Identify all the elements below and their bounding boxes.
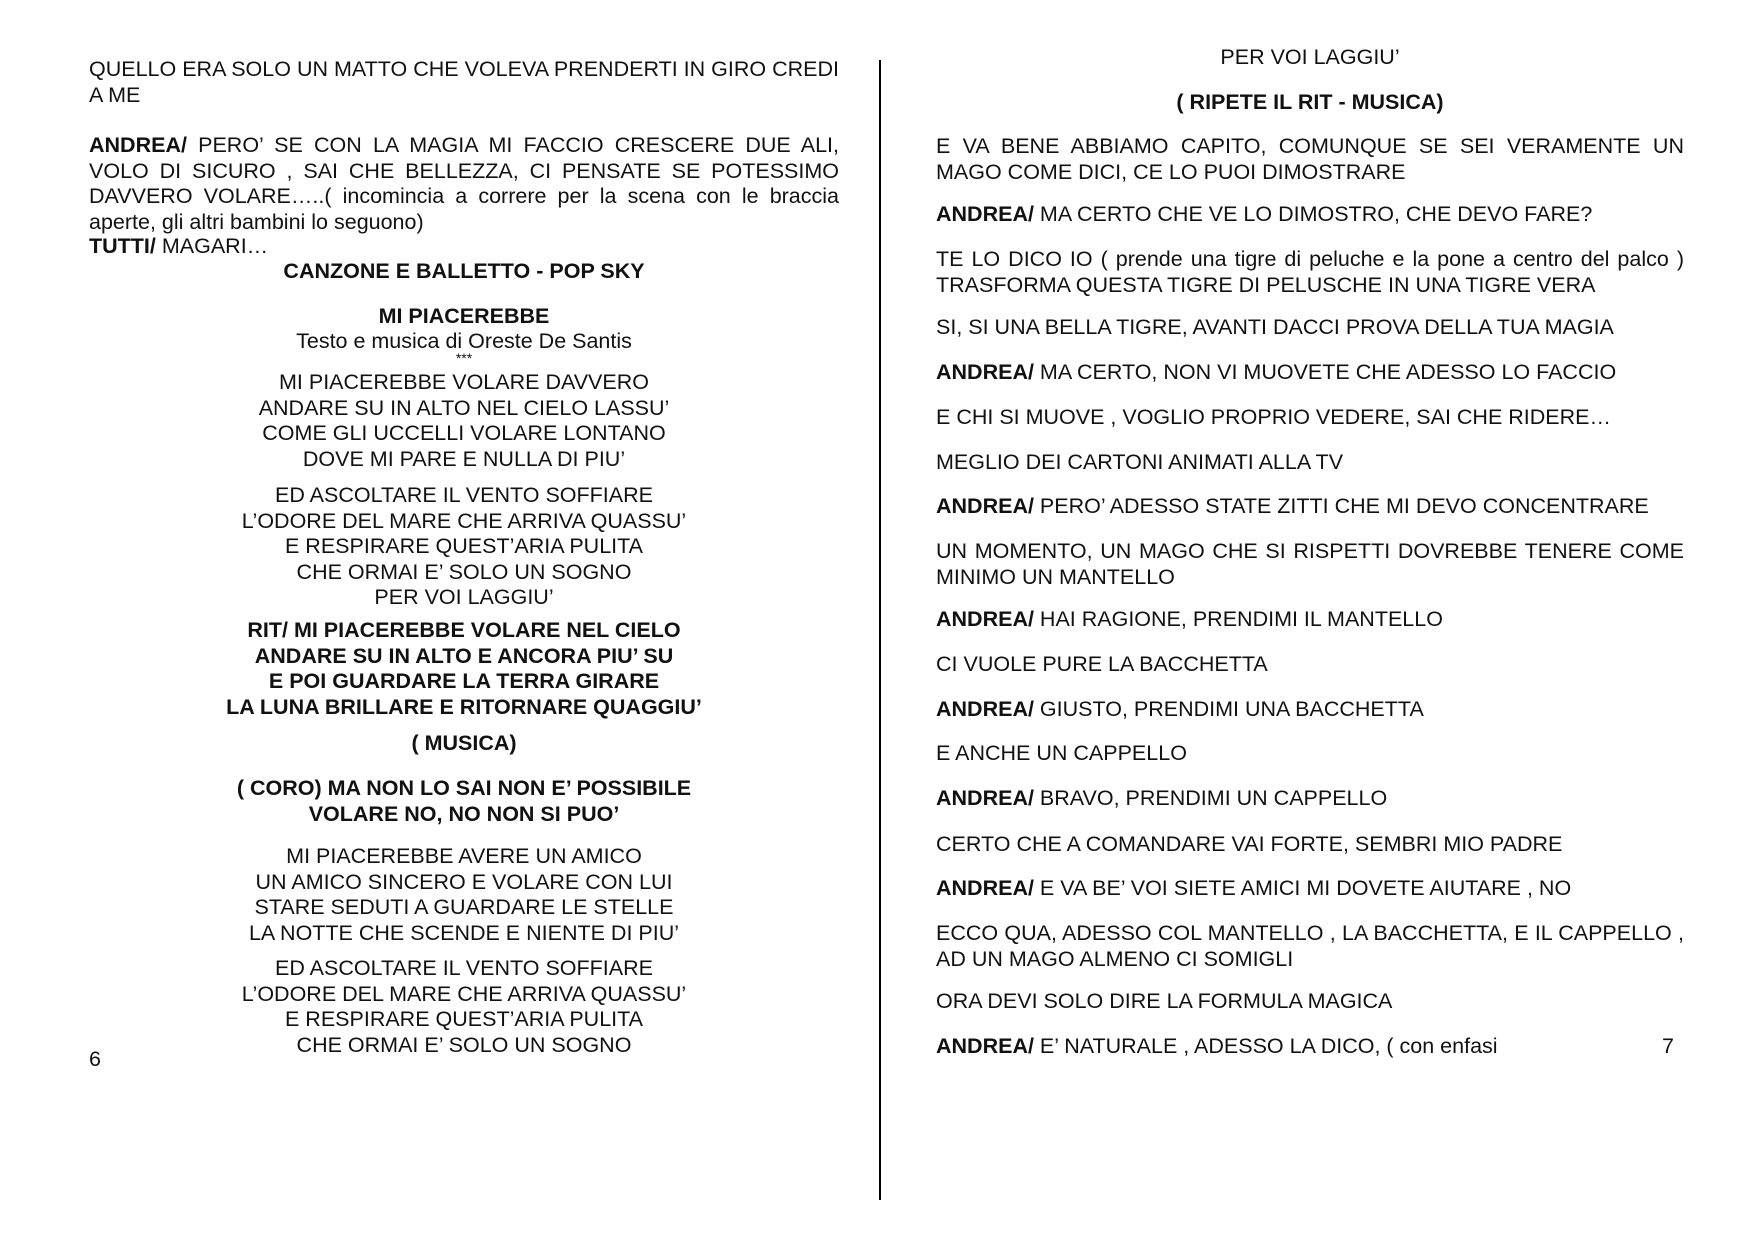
song-credits: Testo e musica di Oreste De Santis	[296, 329, 632, 353]
lyric-line: PER VOI LAGGIU’	[374, 585, 554, 609]
speaker-label: ANDREA/	[89, 133, 187, 157]
dialogue-text: E ANCHE UN CAPPELLO	[936, 741, 1187, 765]
dialogue-line	[936, 876, 1684, 902]
page-divider	[879, 60, 881, 1200]
speaker-label: ANDREA/	[936, 1034, 1034, 1058]
dialogue-line	[936, 652, 1684, 678]
speaker-label: ANDREA/	[936, 607, 1034, 631]
lyric-line: LA LUNA BRILLARE E RITORNARE QUAGGIU’	[226, 694, 702, 719]
lyric-line: L’ODORE DEL MARE CHE ARRIVA QUASSU’	[241, 981, 687, 1006]
lyric-line: E RESPIRARE QUEST’ARIA PULITA	[284, 1007, 644, 1031]
right-page	[882, 0, 1754, 1240]
dialogue-text: E’ NATURALE , ADESSO LA DICO, ( con enfasi	[1033, 1034, 1498, 1058]
lyric-line: ED ASCOLTARE IL VENTO SOFFIARE	[275, 956, 653, 980]
song-title: MI PIACEREBBE	[378, 304, 550, 328]
verse-1	[89, 370, 839, 472]
speaker-label: ANDREA/	[936, 360, 1034, 384]
lyric-line: PER VOI LAGGIU’	[1220, 45, 1400, 69]
lyric-line: VOLARE NO, NO NON SI PUO’	[308, 801, 620, 826]
dialogue-line	[936, 134, 1684, 185]
dialogue-text: CI VUOLE PURE LA BACCHETTA	[936, 652, 1268, 676]
speaker-label: ANDREA/	[936, 494, 1034, 518]
lyric-line: L’ODORE DEL MARE CHE ARRIVA QUASSU’	[241, 508, 687, 533]
song-heading: CANZONE E BALLETTO - POP SKY	[283, 259, 645, 283]
dialogue-line	[936, 315, 1684, 341]
dialogue-line	[936, 1034, 1536, 1060]
dialogue-line	[936, 607, 1684, 633]
dialogue-text: PERO’ ADESSO STATE ZITTI CHE MI DEVO CONCENTRARE	[1033, 494, 1649, 518]
paragraph-andrea-wings	[89, 133, 839, 235]
lyric-line: STARE SEDUTI A GUARDARE LE STELLE	[254, 895, 674, 919]
lyric-line: DOVE MI PARE E NULLA DI PIU’	[302, 446, 626, 471]
dialogue-line	[936, 202, 1684, 228]
lyric-line: LA NOTTE CHE SCENDE E NIENTE DI PIU’	[248, 920, 680, 945]
dialogue-text: ECCO QUA, ADESSO COL MANTELLO , LA BACCHETTA, E IL CAPPELLO , AD UN MAGO ALMENO CI SOMIGLI	[936, 921, 1684, 971]
verse-3	[89, 844, 839, 946]
lyric-line: MI PIACEREBBE AVERE UN AMICO	[286, 844, 642, 868]
dialogue-text: UN MOMENTO, UN MAGO CHE SI RISPETTI DOVREBBE TENERE COME MINIMO UN MANTELLO	[936, 539, 1684, 589]
dialogue-text: MAGARI…	[155, 234, 269, 258]
dialogue-line	[936, 697, 1684, 723]
lyric-line: RIT/ MI PIACEREBBE VOLARE NEL CIELO	[247, 618, 681, 642]
dialogue-line	[936, 494, 1684, 520]
chorus	[89, 618, 839, 720]
song-separator: ***	[455, 350, 473, 366]
dialogue-line	[936, 832, 1684, 858]
dialogue-text: E VA BE’ VOI SIETE AMICI MI DOVETE AIUTARE , NO	[1033, 876, 1572, 900]
lyric-line: E RESPIRARE QUEST’ARIA PULITA	[284, 534, 644, 558]
dialogue-line	[936, 539, 1684, 590]
dialogue-text: ORA DEVI SOLO DIRE LA FORMULA MAGICA	[936, 989, 1393, 1013]
dialogue-line	[936, 405, 1684, 431]
paragraph-tutti	[89, 234, 839, 260]
lyric-line: CHE ORMAI E’ SOLO UN SOGNO	[296, 1032, 632, 1057]
lyric-line: UN AMICO SINCERO E VOLARE CON LUI	[255, 869, 673, 894]
paragraph-intro	[89, 57, 839, 108]
intro-text: QUELLO ERA SOLO UN MATTO CHE VOLEVA PRENDERTI IN GIRO CREDI A ME	[89, 57, 839, 107]
lyric-line: CHE ORMAI E’ SOLO UN SOGNO	[296, 559, 632, 584]
dialogue-text: TE LO DICO IO ( prende una tigre di peluche e la pone a centro del palco ) TRASFORMA QUESTA TIGRE DI PELUSCHE IN UNA TIGRE VERA	[936, 247, 1684, 297]
dialogue-line	[936, 921, 1684, 972]
speaker-label: ANDREA/	[936, 876, 1034, 900]
musica-direction: ( MUSICA)	[411, 731, 517, 755]
speaker-label: ANDREA/	[936, 202, 1034, 226]
lyric-line: ANDARE SU IN ALTO E ANCORA PIU’ SU	[254, 643, 674, 668]
dialogue-text: SI, SI UNA BELLA TIGRE, AVANTI DACCI PROVA DELLA TUA MAGIA	[936, 315, 1614, 339]
speaker-label: TUTTI/	[89, 234, 156, 258]
speaker-label: ANDREA/	[936, 786, 1034, 810]
dialogue-text: CERTO CHE A COMANDARE VAI FORTE, SEMBRI MIO PADRE	[936, 832, 1563, 856]
dialogue-line	[936, 247, 1684, 298]
dialogue-text: GIUSTO, PRENDIMI UNA BACCHETTA	[1033, 697, 1424, 721]
stage-direction: ( RIPETE IL RIT - MUSICA)	[1176, 90, 1444, 114]
verse-2	[89, 483, 839, 611]
speaker-label: ANDREA/	[936, 697, 1034, 721]
lyric-line: COME GLI UCCELLI VOLARE LONTANO	[262, 421, 666, 445]
lyric-line: ( CORO) MA NON LO SAI NON E’ POSSIBILE	[236, 776, 692, 800]
dialogue-line	[936, 786, 1684, 812]
dialogue-text: E CHI SI MUOVE , VOGLIO PROPRIO VEDERE, SAI CHE RIDERE…	[936, 405, 1611, 429]
verse-4	[89, 956, 839, 1058]
coro	[89, 776, 839, 827]
lyric-line: E POI GUARDARE LA TERRA GIRARE	[268, 669, 660, 693]
lyric-line: ED ASCOLTARE IL VENTO SOFFIARE	[275, 483, 653, 507]
dialogue-text: PERO’ SE CON LA MAGIA MI FACCIO CRESCERE DUE ALI, VOLO DI SICURO , SAI CHE BELLEZZA, CI PENSATE SE POTESSIMO DAVVERO VOLARE…..( incomincia a correre per la scena con le braccia aperte, gli altri bambini lo seguono)	[89, 133, 839, 234]
dialogue-text: MA CERTO, NON VI MUOVETE CHE ADESSO LO FACCIO	[1033, 360, 1617, 384]
dialogue-text: E VA BENE ABBIAMO CAPITO, COMUNQUE SE SEI VERAMENTE UN MAGO COME DICI, CE LO PUOI DIMOSTRARE	[936, 134, 1684, 184]
page-number: 7	[1662, 1034, 1674, 1058]
dialogue-line	[936, 989, 1684, 1015]
dialogue-text: MEGLIO DEI CARTONI ANIMATI ALLA TV	[936, 450, 1344, 474]
dialogue-text: HAI RAGIONE, PRENDIMI IL MANTELLO	[1033, 607, 1443, 631]
dialogue-line	[936, 360, 1684, 386]
lyric-line: MI PIACEREBBE VOLARE DAVVERO	[279, 370, 649, 394]
lyric-line: ANDARE SU IN ALTO NEL CIELO LASSU’	[258, 395, 670, 420]
page-number: 6	[89, 1047, 101, 1071]
dialogue-text: MA CERTO CHE VE LO DIMOSTRO, CHE DEVO FARE?	[1033, 202, 1593, 226]
dialogue-text: BRAVO, PRENDIMI UN CAPPELLO	[1033, 786, 1388, 810]
dialogue-line	[936, 450, 1684, 476]
dialogue-line	[936, 741, 1684, 767]
